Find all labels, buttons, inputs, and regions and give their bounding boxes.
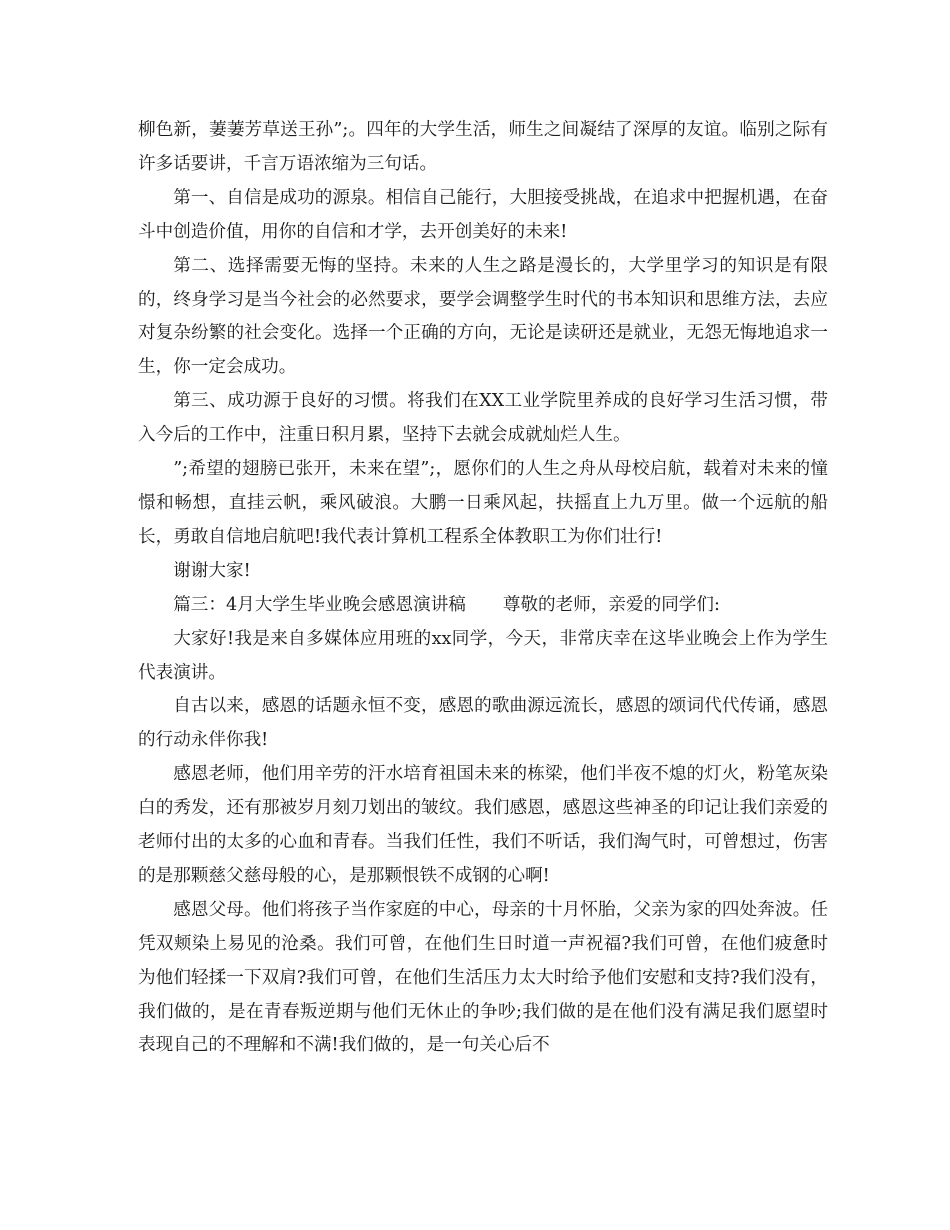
paragraph: 感恩父母。他们将孩子当作家庭的中心，母亲的十月怀胎，父亲为家的四处奔波。任凭双颊染上易见的沧桑。我们可曾，在他们生日时道一声祝福?我们可曾，在他们疲惫时为他们轻揉一下双肩?我们可曾，在他们生活压力太大时给予他们安慰和支持?我们没有，我们做的，是在青春叛逆期与他们无休止的争吵;我们做的是在他们没有满足我们愿望时表现自己的不理解和不满!我们做的，是一句关心后不 [138,899,828,1056]
section-heading-line [138,589,828,623]
paragraph: 第一、自信是成功的源泉。相信自己能行，大胆接受挑战，在追求中把握机遇，在奋斗中创造价值，用你的自信和才学，去开创美好的未来! [138,187,828,242]
document-body [138,114,828,1063]
paragraph: 感恩老师，他们用辛劳的汗水培育祖国未来的栋梁，他们半夜不熄的灯火，粉笔灰染白的秀发，还有那被岁月刻刀划出的皱纹。我们感恩，感恩这些神圣的印记让我们亲爱的老师付出的太多的心血和青春。当我们任性，我们不听话，我们淘气时，可曾想过，伤害的是那颗慈父慈母般的心，是那颗恨铁不成钢的心啊! [138,764,828,886]
paragraph: 第三、成功源于良好的习惯。将我们在XX工业学院里养成的良好学习生活习惯，带入今后的工作中，注重日积月累，坚持下去就会成就灿烂人生。 [138,391,828,446]
paragraph: 自古以来，感恩的话题永恒不变，感恩的歌曲源远流长，感恩的颂词代代传诵，感恩的行动永伴你我! [138,696,828,751]
paragraph: 大家好!我是来自多媒体应用班的xx同学，今天，非常庆幸在这毕业晚会上作为学生代表演讲。 [138,628,828,683]
paragraph: 谢谢大家! [173,560,251,581]
salutation: 尊敬的老师，亲爱的同学们: [502,594,720,615]
paragraph: 柳色新，萋萋芳草送王孙”;。四年的大学生活，师生之间凝结了深厚的友谊。临别之际有许多话要讲，千言万语浓缩为三句话。 [138,120,828,174]
section-title: 篇三：4月大学生毕业晚会感恩演讲稿 [173,594,466,615]
paragraph: ”;希望的翅膀已张开，未来在望”;，愿你们的人生之舟从母校启航，载着对未来的憧憬和畅想，直挂云帆，乘风破浪。大鹏一日乘风起，扶摇直上九万里。做一个远航的船长，勇敢自信地启航吧!我代表计算机工程系全体教职工为你们壮行! [138,459,828,547]
paragraph: 第二、选择需要无悔的坚持。未来的人生之路是漫长的，大学里学习的知识是有限的，终身学习是当今社会的必然要求，要学会调整学生时代的书本知识和思维方法，去应对复杂纷繁的社会变化。选择一个正确的方向，无论是读研还是就业，无怨无悔地追求一生，你一定会成功。 [138,255,828,378]
